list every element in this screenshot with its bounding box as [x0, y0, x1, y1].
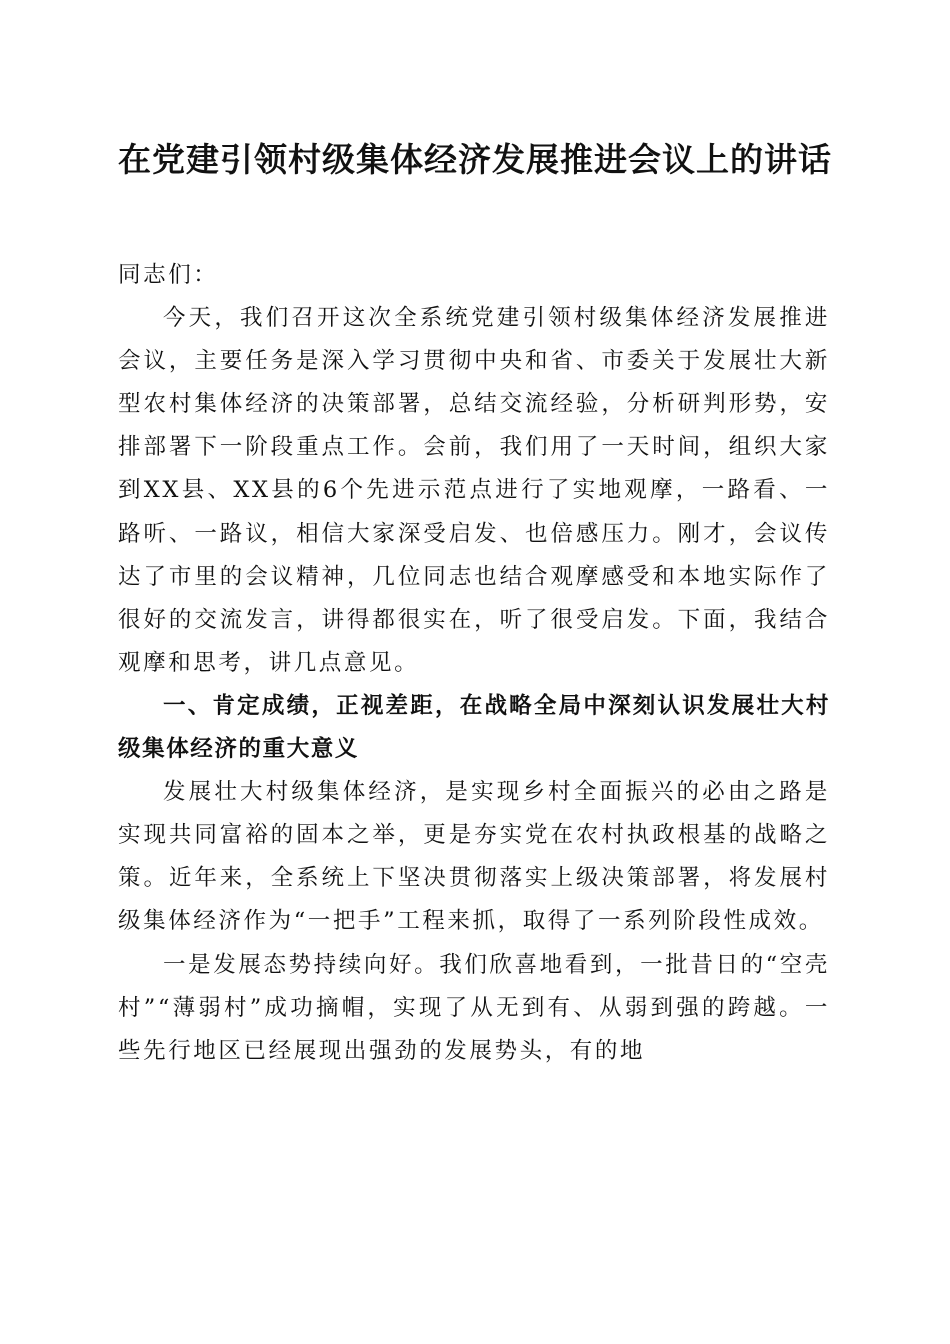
section-heading-1: 一、肯定成绩，正视差距，在战略全局中深刻认识发展壮大村级集体经济的重大意义	[118, 692, 830, 763]
paragraph-significance: 发展壮大村级集体经济，是实现乡村全面振兴的必由之路是实现共同富裕的固本之举，更是夯实党在农村执政根基的战略之策。近年来，全系统上下坚决贯彻落实上级决策部署，将发展村级集体经济作为“一把手”工程来抓，取得了一系列阶段性成效。	[118, 779, 830, 935]
point-1-lead: 一是发展态势持续向好。	[163, 951, 440, 978]
paragraph-intro: 今天，我们召开这次全系统党建引领村级集体经济发展推进会议，主要任务是深入学习贯彻中央和省、市委关于发展壮大新型农村集体经济的决策部署，总结交流经验，分析研判形势，安排部署下一阶段重点工作。会前，我们用了一天时间，组织大家到XX县、XX县的6个先进示范点进行了实地观摩，一路看、一路听、一路议，相信大家深受启发、也倍感压力。刚才，会议传达了市里的会议精神，几位同志也结合观摩感受和本地实际作了很好的交流发言，讲得都很实在，听了很受启发。下面，我结合观摩和思考，讲几点意见。	[118, 305, 830, 676]
paragraph-point-1	[118, 944, 830, 1073]
point-1-text: 我们欣喜地看到，一批昔日的“空壳村”“薄弱村”成功摘帽，实现了从无到有、从弱到强的跨越。一些先行地区已经展现出强劲的发展势头，有的地	[118, 951, 830, 1064]
document-body	[118, 254, 830, 1073]
document-title: 在党建引领村级集体经济发展推进会议上的讲话	[118, 140, 832, 179]
greeting: 同志们：	[118, 262, 219, 288]
